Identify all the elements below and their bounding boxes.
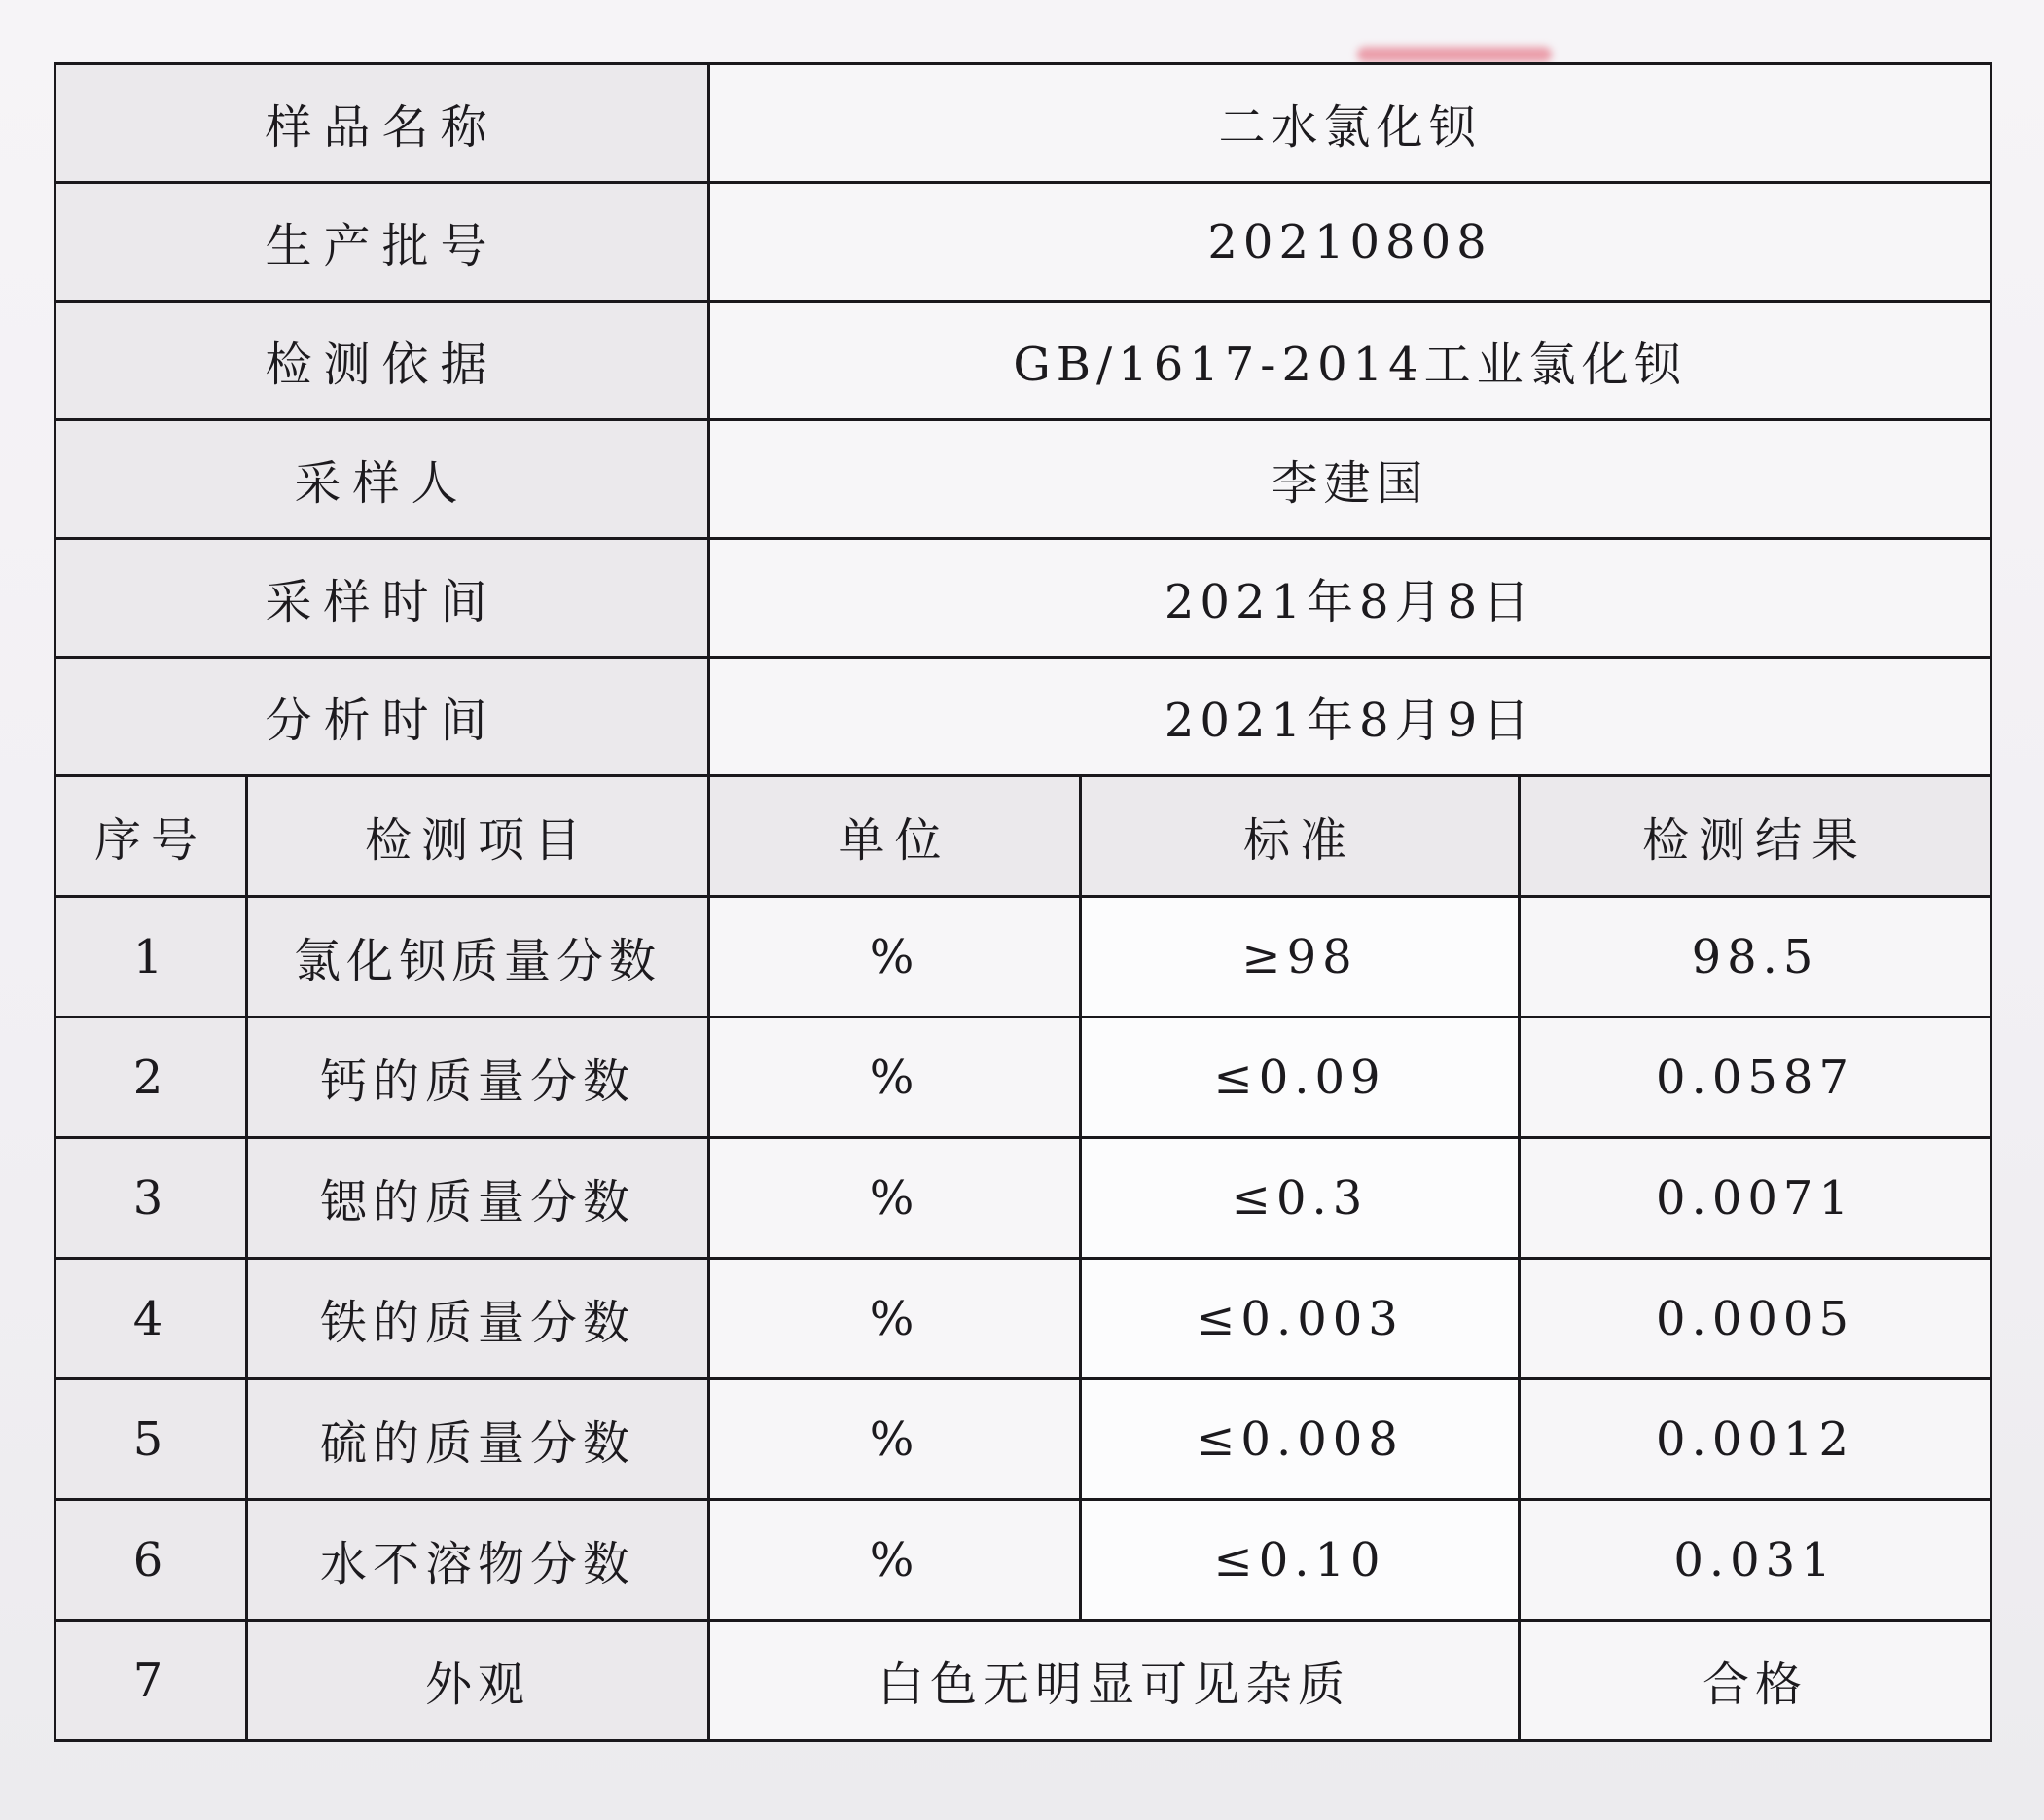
info-label: 分析时间 [55,658,709,776]
info-row-sampling-time [55,539,1991,658]
info-label: 生产批号 [55,183,709,302]
row-standard: ≤0.003 [1081,1259,1520,1379]
stamp-mark [1357,47,1552,62]
appearance-row [55,1621,1991,1741]
row-standard: ≥98 [1081,897,1520,1017]
row-number: 4 [55,1259,247,1379]
row-standard: ≤0.09 [1081,1017,1520,1138]
table-row [55,1379,1991,1500]
row-unit: % [709,1379,1081,1500]
info-label: 样品名称 [55,64,709,183]
column-header-standard: 标准 [1081,776,1520,897]
column-header-result: 检测结果 [1520,776,1991,897]
column-header-unit: 单位 [709,776,1081,897]
info-value: GB/1617-2014工业氯化钡 [709,302,1991,420]
row-number: 2 [55,1017,247,1138]
row-number: 1 [55,897,247,1017]
row-item: 锶的质量分数 [247,1138,709,1259]
info-label: 采样时间 [55,539,709,658]
row-item: 铁的质量分数 [247,1259,709,1379]
row-unit: % [709,1138,1081,1259]
row-result: 0.0587 [1520,1017,1991,1138]
table-row [55,1500,1991,1621]
info-label: 检测依据 [55,302,709,420]
table-row [55,897,1991,1017]
row-item: 硫的质量分数 [247,1379,709,1500]
row-number: 5 [55,1379,247,1500]
table-row [55,1259,1991,1379]
results-header-row [55,776,1991,897]
row-standard: ≤0.008 [1081,1379,1520,1500]
info-value: 2021年8月8日 [709,539,1991,658]
row-item: 水不溶物分数 [247,1500,709,1621]
row-item: 氯化钡质量分数 [247,897,709,1017]
row-number: 7 [55,1621,247,1741]
column-header-number: 序号 [55,776,247,897]
info-value: 二水氯化钡 [709,64,1991,183]
row-unit: % [709,1500,1081,1621]
row-result: 98.5 [1520,897,1991,1017]
row-result: 合格 [1520,1621,1991,1741]
table-row [55,1138,1991,1259]
table-row [55,1017,1991,1138]
row-item: 外观 [247,1621,709,1741]
row-item: 钙的质量分数 [247,1017,709,1138]
row-unit: % [709,1017,1081,1138]
row-result: 0.0005 [1520,1259,1991,1379]
info-row-sample-name [55,64,1991,183]
row-unit: % [709,897,1081,1017]
row-standard: ≤0.3 [1081,1138,1520,1259]
info-row-analysis-time [55,658,1991,776]
info-label: 采样人 [55,420,709,539]
row-number: 6 [55,1500,247,1621]
info-row-test-basis [55,302,1991,420]
column-header-item: 检测项目 [247,776,709,897]
info-row-sampler [55,420,1991,539]
appearance-description: 白色无明显可见杂质 [709,1621,1520,1741]
info-row-batch-number [55,183,1991,302]
info-value: 李建国 [709,420,1991,539]
info-value: 2021年8月9日 [709,658,1991,776]
info-value: 20210808 [709,183,1991,302]
row-result: 0.0012 [1520,1379,1991,1500]
row-result: 0.0071 [1520,1138,1991,1259]
row-number: 3 [55,1138,247,1259]
inspection-report-table [54,62,1992,1742]
row-standard: ≤0.10 [1081,1500,1520,1621]
row-result: 0.031 [1520,1500,1991,1621]
row-unit: % [709,1259,1081,1379]
